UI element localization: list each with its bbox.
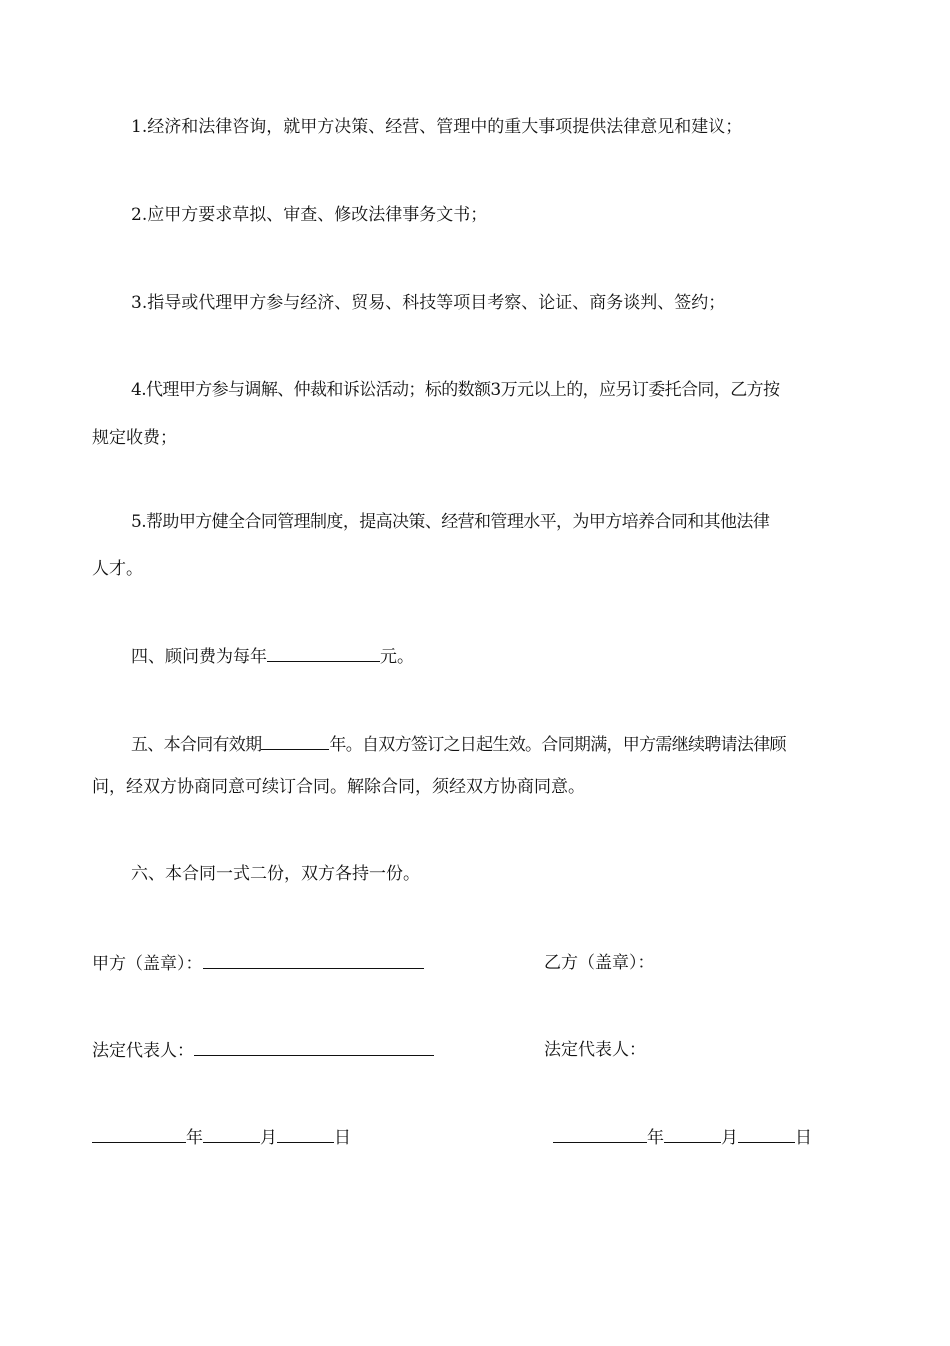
- party-b-date-row: [553, 1126, 812, 1149]
- section-5-suffix: 年。自双方签订之日起生效。合同期满，甲方需继续聘请法律顾: [329, 735, 786, 755]
- party-a-day-blank[interactable]: [277, 1126, 334, 1143]
- party-a-date-row: [92, 1126, 351, 1149]
- clause-item-1: 1.经济和法律咨询，就甲方决策、经营、管理中的重大事项提供法律意见和建议；: [131, 117, 743, 137]
- party-b-day-label: 日: [795, 1128, 812, 1148]
- party-a-seal-row: [92, 952, 424, 975]
- party-a-rep-label: 法定代表人：: [92, 1041, 194, 1061]
- section-5-line-2: 问，经双方协商同意可续订合同。解除合同，须经双方协商同意。: [92, 777, 585, 797]
- clause-item-4-line-2: 规定收费；: [92, 428, 177, 448]
- party-a-year-label: 年: [186, 1128, 203, 1148]
- party-b-month-blank[interactable]: [664, 1126, 721, 1143]
- clause-item-4-line-1: 4.代理甲方参与调解、仲裁和诉讼活动；标的数额3万元以上的，应另订委托合同，乙方按: [131, 380, 780, 400]
- section-4-prefix: 四、顾问费为每年: [131, 647, 267, 667]
- section-4-fee: [131, 645, 414, 668]
- section-5-prefix: 五、本合同有效期: [131, 735, 262, 755]
- party-b-rep-label: 法定代表人：: [544, 1040, 646, 1060]
- party-b-day-blank[interactable]: [738, 1126, 795, 1143]
- section-5-term: [131, 733, 786, 756]
- party-a-rep-row: [92, 1039, 434, 1062]
- party-a-seal-label: 甲方（盖章）：: [92, 954, 203, 974]
- party-a-day-label: 日: [334, 1128, 351, 1148]
- section-4-suffix: 元。: [380, 647, 414, 667]
- clause-item-2: 2.应甲方要求草拟、审查、修改法律事务文书；: [131, 205, 488, 225]
- party-a-year-blank[interactable]: [92, 1126, 186, 1143]
- party-b-seal-label: 乙方（盖章）：: [544, 953, 655, 973]
- party-b-year-blank[interactable]: [553, 1126, 647, 1143]
- party-a-month-label: 月: [260, 1128, 277, 1148]
- party-a-rep-blank[interactable]: [194, 1039, 434, 1056]
- clause-item-5-line-1: 5.帮助甲方健全合同管理制度，提高决策、经营和管理水平，为甲方培养合同和其他法律: [131, 512, 770, 532]
- contract-term-blank[interactable]: [261, 733, 329, 750]
- clause-item-3: 3.指导或代理甲方参与经济、贸易、科技等项目考察、论证、商务谈判、签约；: [131, 293, 726, 313]
- party-a-seal-blank[interactable]: [203, 952, 424, 969]
- party-b-month-label: 月: [721, 1128, 738, 1148]
- section-6-copies: 六、本合同一式二份，双方各持一份。: [131, 864, 420, 884]
- annual-fee-blank[interactable]: [267, 645, 380, 662]
- clause-item-5-line-2: 人才。: [92, 559, 143, 579]
- party-a-month-blank[interactable]: [203, 1126, 260, 1143]
- party-b-year-label: 年: [647, 1128, 664, 1148]
